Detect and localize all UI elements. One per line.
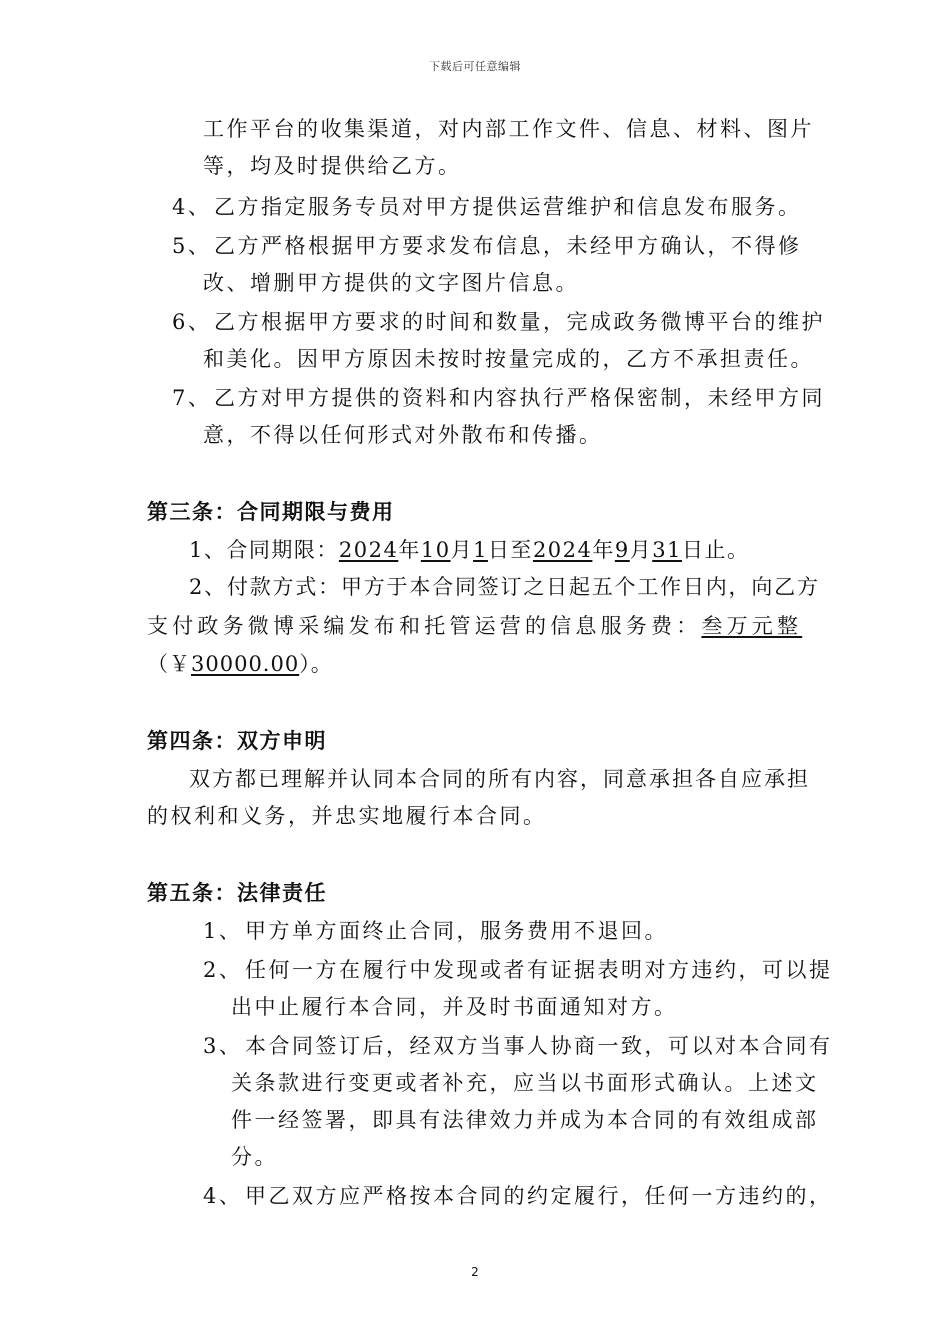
clause2-item-6-line-2: 和美化。因甲方原因未按时按量完成的，乙方不承担责任。 [203, 347, 814, 371]
day-to-char: 日至 [487, 538, 533, 562]
item-text: 甲方单方面终止合同，服务费用不退回。 [245, 919, 668, 943]
item-text: 任何一方在履行中发现或者有证据表明对方违约，可以提 [245, 958, 833, 982]
clause5-item-3 [203, 1032, 833, 1060]
payment-line-2 [147, 612, 802, 640]
end-year: 2024 [532, 538, 593, 562]
payment-text: 支付政务微博采编发布和托管运营的信息服务费： [147, 614, 702, 638]
clause5-item-2 [203, 956, 833, 984]
section-3-heading: 第三条：合同期限与费用 [147, 499, 395, 524]
item-text: 乙方对甲方提供的资料和内容执行严格保密制，未经甲方同 [214, 386, 825, 410]
item-number: 1、 [203, 919, 243, 943]
month-char: 月 [629, 538, 653, 562]
clause5-item-3-line-3: 件一经签署，即具有法律效力并成为本合同的有效组成部 [231, 1108, 819, 1132]
page-number: 2 [471, 1265, 479, 1279]
item-text: 乙方严格根据甲方要求发布信息，未经甲方确认，不得修 [214, 234, 802, 258]
item-text: 本合同签订后，经双方当事人协商一致，可以对本合同有 [245, 1034, 833, 1058]
clause2-cont-line-1: 工作平台的收集渠道，对内部工作文件、信息、材料、图片 [203, 117, 814, 141]
section-5-heading: 第五条：法律责任 [147, 880, 327, 905]
clause5-item-2-line-2: 出中止履行本合同，并及时书面通知对方。 [231, 995, 678, 1019]
amount-number: 30000.00 [191, 652, 300, 676]
clause5-item-3-line-4: 分。 [231, 1145, 278, 1169]
paren-close: ）。 [299, 652, 333, 676]
contract-term-line [189, 536, 750, 564]
clause2-item-7-line-2: 意，不得以任何形式对外散布和传播。 [203, 423, 603, 447]
clause5-item-3-line-2: 关条款进行变更或者补充，应当以书面形式确认。上述文 [231, 1071, 819, 1095]
clause2-item-6 [172, 308, 825, 336]
page-header: 下载后可任意编辑 [429, 60, 521, 73]
item-number: 3、 [203, 1034, 243, 1058]
item-number: 2、 [203, 958, 243, 982]
payment-line-1: 2、付款方式：甲方于本合同签订之日起五个工作日内，向乙方 [189, 575, 820, 599]
day-end-char: 日止。 [682, 538, 750, 562]
item-number: 7、 [172, 386, 212, 410]
item-number: 4、 [203, 1184, 243, 1208]
item-number: 6、 [172, 310, 212, 334]
clause2-item-7 [172, 384, 825, 412]
start-year: 2024 [338, 538, 399, 562]
section-4-heading: 第四条：双方申明 [147, 728, 327, 753]
start-month: 10 [420, 538, 451, 562]
year-char: 年 [592, 538, 615, 562]
start-day: 1 [473, 538, 488, 562]
payment-line-3 [147, 650, 333, 678]
clause2-cont-line-2: 等，均及时提供给乙方。 [203, 154, 462, 178]
amount-in-words: 叁万元整 [701, 614, 803, 638]
paren-open: （￥ [147, 652, 191, 676]
item-text: 甲乙双方应严格按本合同的约定履行，任何一方违约的， [245, 1184, 833, 1208]
item-text: 乙方根据甲方要求的时间和数量，完成政务微博平台的维护 [214, 310, 825, 334]
year-char: 年 [398, 538, 421, 562]
section-4-line-2: 的权利和义务，并忠实地履行本合同。 [147, 804, 547, 828]
end-month: 9 [614, 538, 630, 562]
item-number: 5、 [172, 234, 212, 258]
month-char: 月 [450, 538, 474, 562]
clause2-item-5-line-2: 改、增删甲方提供的文字图片信息。 [203, 271, 579, 295]
item-number: 4、 [172, 195, 212, 219]
clause2-item-5 [172, 232, 802, 260]
item-text: 乙方指定服务专员对甲方提供运营维护和信息发布服务。 [214, 195, 802, 219]
end-day: 31 [652, 538, 682, 562]
clause2-item-4 [172, 193, 802, 221]
section-4-line-1: 双方都已理解并认同本合同的所有内容，同意承担各自应承担 [189, 767, 810, 791]
term-prefix: 1、合同期限： [189, 538, 339, 562]
clause5-item-1 [203, 917, 668, 945]
clause5-item-4 [203, 1182, 833, 1210]
